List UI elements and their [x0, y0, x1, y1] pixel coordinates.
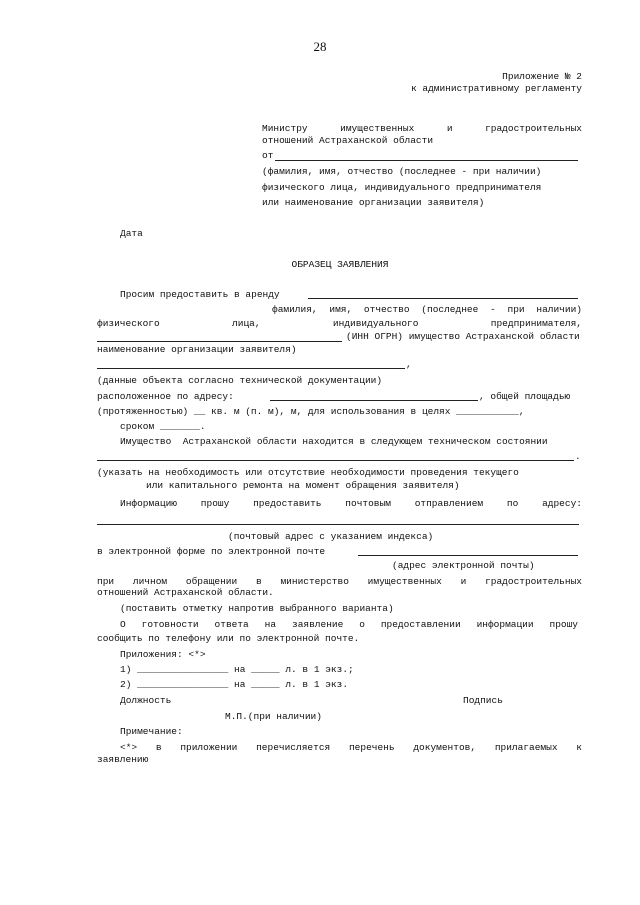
stamp-label: М.П.(при наличии)	[225, 711, 322, 722]
signature-label: Подпись	[463, 695, 503, 706]
request-field-line	[308, 298, 578, 299]
hint-postal: (почтовый адрес с указанием индекса)	[228, 531, 434, 542]
object-field-line	[97, 368, 405, 369]
request-text: Просим предоставить в аренду	[120, 289, 280, 300]
attachment-1: 1) ________________ на _____ л. в 1 экз.;	[120, 664, 354, 675]
inn-text: (ИНН ОГРН) имущество Астраханской области	[346, 331, 580, 342]
email-label: в электронной форме по электронной почте	[97, 546, 326, 557]
address-field-line	[270, 400, 478, 401]
ready-text-1: О готовности ответа на заявление о предоставлении информации прошу	[120, 619, 578, 630]
term-text: сроком _______.	[120, 421, 206, 432]
addressee-hint-2: физического лица, индивидуального предпринимателя	[262, 182, 542, 193]
appendix-line-1: Приложение № 2	[502, 71, 582, 82]
mark-hint: (поставить отметку напротив выбранного варианта)	[120, 603, 394, 614]
hint-repair-2: или капитального ремонта на момент обращения заявителя)	[146, 480, 460, 491]
extent-text: (протяженностью) __ кв. м (п. м), м, для использования в целях ___________,	[97, 406, 525, 417]
note-text-1: <*> в приложении перечисляется перечень документов, прилагаемых к	[120, 742, 582, 753]
date-label: Дата	[120, 228, 143, 239]
personal-text-2: отношений Астраханской области.	[97, 587, 274, 598]
located-label: расположенное по адресу:	[97, 391, 234, 402]
addressee-hint-3: или наименование организации заявителя)	[262, 197, 485, 208]
state-text: Имущество Астраханской области находится в следующем техническом состоянии	[120, 436, 548, 447]
addressee-line-2: отношений Астраханской области	[262, 135, 434, 146]
hint-fio: фамилия, имя, отчество (последнее - при наличии)	[272, 304, 582, 315]
inn-field-line	[97, 341, 342, 342]
personal-text-1: при личном обращении в министерство имущественных и градостроительных	[97, 576, 582, 587]
ready-text-2: сообщить по телефону или по электронной почте.	[97, 633, 360, 644]
object-comma: ,	[406, 359, 412, 370]
form-title: ОБРАЗЕЦ ЗАЯВЛЕНИЯ	[291, 259, 389, 270]
page-number: 28	[313, 39, 327, 54]
addressee-line-1: Министру имущественных и градостроительных	[262, 123, 582, 134]
position-label: Должность	[120, 695, 172, 706]
addressee-hint-1: (фамилия, имя, отчество (последнее - при наличии)	[262, 166, 542, 177]
postal-field-line	[97, 524, 579, 525]
state-dot: .	[575, 451, 581, 462]
hint-email: (адрес электронной почты)	[392, 560, 535, 571]
hint-organization: наименование организации заявителя)	[97, 344, 297, 355]
note-text-2: заявлению	[97, 754, 149, 765]
state-field-line	[97, 460, 574, 461]
attachment-2: 2) ________________ на _____ л. в 1 экз.	[120, 679, 349, 690]
from-field-line	[275, 160, 578, 161]
info-post-text: Информацию прошу предоставить почтовым отправлением по адресу:	[120, 498, 582, 509]
hint-individual: физического лица, индивидуального предпринимателя,	[97, 318, 582, 329]
attachments-label: Приложения: <*>	[120, 649, 206, 660]
note-label: Примечание:	[120, 726, 183, 737]
hint-repair-1: (указать на необходимость или отсутствие необходимости проведения текущего	[97, 467, 519, 478]
from-label: от	[262, 150, 274, 161]
appendix-line-2: к административному регламенту	[410, 83, 582, 94]
total-area-label: , общей площадью	[479, 391, 571, 402]
hint-object: (данные объекта согласно технической документации)	[97, 375, 383, 386]
email-field-line	[358, 555, 578, 556]
